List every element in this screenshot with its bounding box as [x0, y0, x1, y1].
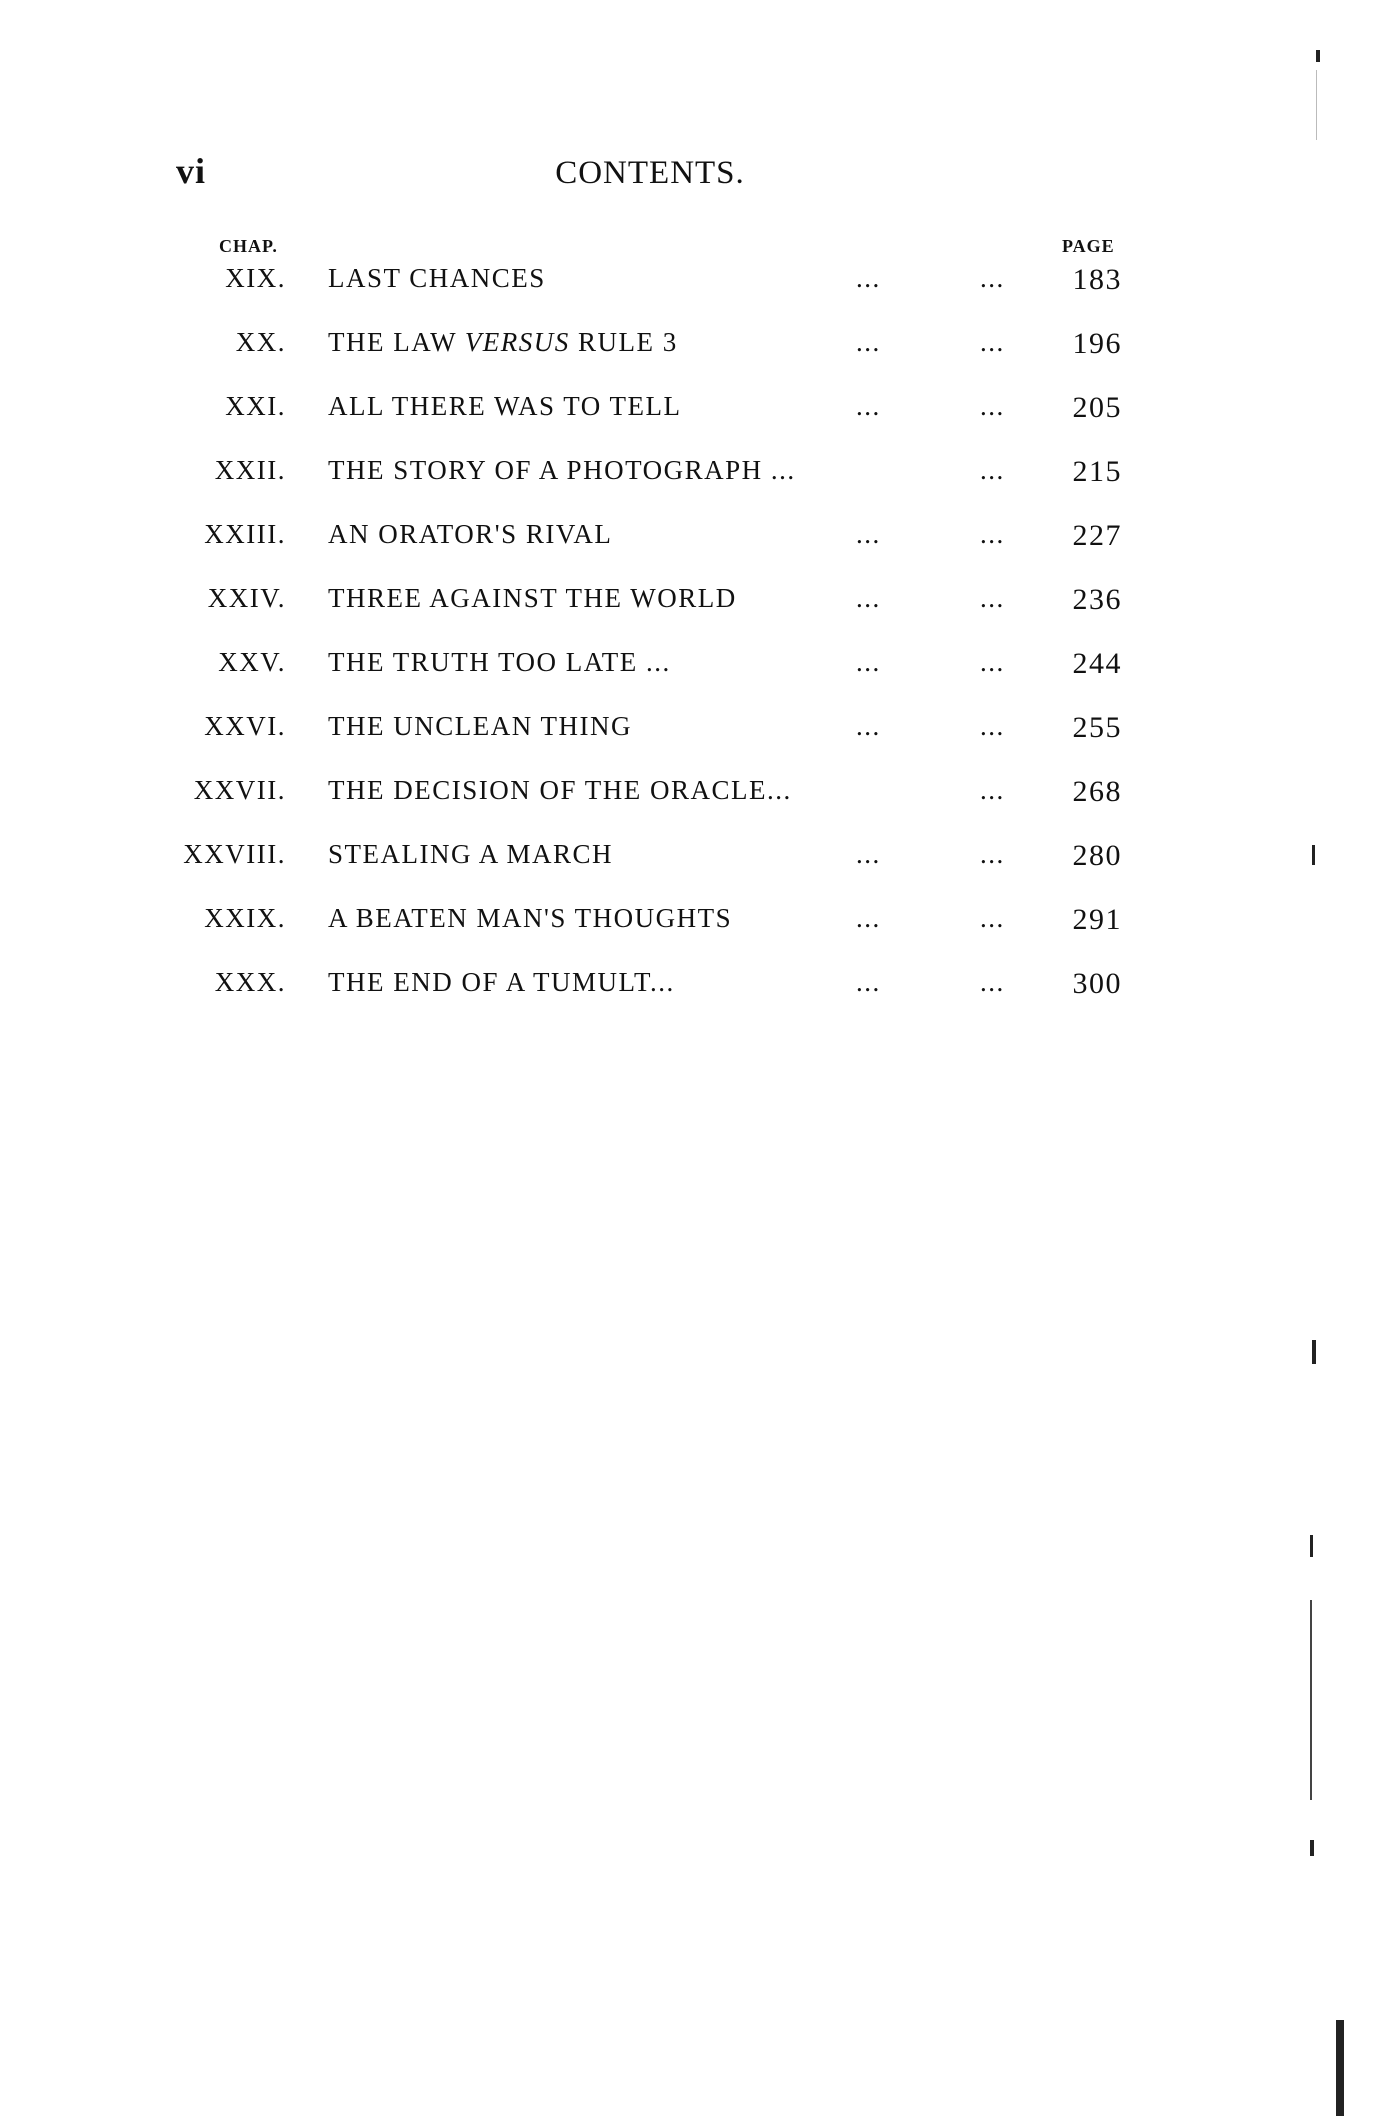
toc-row — [0, 967, 1384, 1031]
chapter-title — [328, 711, 632, 742]
table-of-contents — [0, 263, 1384, 1031]
dot-leader: ... — [856, 711, 881, 741]
chapter-title — [328, 967, 675, 998]
dot-leader: ... — [856, 839, 881, 869]
page-ref: 268 — [1072, 775, 1122, 808]
dot-leader: ... — [980, 327, 1005, 357]
page-ref: 236 — [1072, 583, 1122, 616]
chapter-number: XXV. — [218, 647, 286, 677]
page-ref: 183 — [1072, 263, 1122, 296]
page-ref: 291 — [1072, 903, 1122, 936]
toc-row — [0, 775, 1384, 839]
page-ref: 205 — [1072, 391, 1122, 424]
scan-mark — [1310, 1600, 1312, 1800]
toc-row — [0, 903, 1384, 967]
chapter-title — [328, 327, 678, 358]
chapter-title — [328, 647, 671, 678]
toc-row — [0, 263, 1384, 327]
toc-row — [0, 839, 1384, 903]
chapter-title — [328, 391, 682, 422]
chapter-title-part: THE DECISION OF THE ORACLE... — [328, 775, 792, 805]
scan-mark — [1312, 845, 1315, 865]
dot-leader: ... — [980, 903, 1005, 933]
chapter-title — [328, 519, 612, 550]
page-ref: 244 — [1072, 647, 1122, 680]
chapter-number: XXIX. — [204, 903, 286, 933]
chapter-title-part: LAST CHANCES — [328, 263, 546, 293]
chapter-title — [328, 583, 737, 614]
dot-leader: ... — [856, 967, 881, 997]
dot-leader: ... — [980, 711, 1005, 741]
scan-mark — [1316, 50, 1320, 62]
toc-row — [0, 647, 1384, 711]
dot-leader: ... — [856, 903, 881, 933]
chapter-title-part: THE TRUTH TOO LATE ... — [328, 647, 671, 677]
dot-leader: ... — [980, 839, 1005, 869]
chapter-title-part: AN ORATOR'S RIVAL — [328, 519, 613, 549]
chapter-title-part: THE END OF A TUMULT... — [328, 967, 675, 997]
chapter-title-part: THE STORY OF A PHOTOGRAPH ... — [328, 455, 796, 485]
chapter-number: XXVII. — [193, 775, 286, 805]
chapter-title-part: VERSUS — [464, 327, 570, 357]
chapter-number: XXIII. — [204, 519, 286, 549]
dot-leader: ... — [980, 775, 1005, 805]
dot-leader: ... — [856, 647, 881, 677]
chapter-title-part: ALL THERE WAS TO TELL — [328, 391, 682, 421]
dot-leader: ... — [856, 327, 881, 357]
chapter-title-part: THREE AGAINST THE WORLD — [328, 583, 737, 613]
chapter-column-header: CHAP. — [219, 236, 278, 256]
page-title: CONTENTS. — [555, 155, 745, 191]
chapter-number: XX. — [235, 327, 286, 357]
dot-leader: ... — [980, 519, 1005, 549]
chapter-number: XIX. — [225, 263, 286, 293]
chapter-number: XXII. — [214, 455, 286, 485]
chapter-title-part: THE LAW — [328, 327, 465, 357]
dot-leader: ... — [856, 583, 881, 613]
dot-leader: ... — [856, 519, 881, 549]
chapter-number: XXX. — [214, 967, 286, 997]
page-ref: 196 — [1072, 327, 1122, 360]
dot-leader: ... — [980, 263, 1005, 293]
dot-leader: ... — [980, 967, 1005, 997]
chapter-number: XXIV. — [207, 583, 286, 613]
chapter-number: XXVIII. — [183, 839, 286, 869]
toc-row — [0, 711, 1384, 775]
page-column-header: PAGE — [1062, 236, 1115, 256]
toc-row — [0, 583, 1384, 647]
scan-mark — [1310, 1840, 1314, 1856]
dot-leader: ... — [856, 391, 881, 421]
chapter-title — [328, 263, 546, 294]
page-ref: 215 — [1072, 455, 1122, 488]
dot-leader: ... — [980, 583, 1005, 613]
chapter-title — [328, 903, 732, 934]
page-ref: 255 — [1072, 711, 1122, 744]
chapter-title — [328, 839, 613, 870]
page-ref: 227 — [1072, 519, 1122, 552]
toc-row — [0, 391, 1384, 455]
dot-leader: ... — [980, 455, 1005, 485]
scan-mark — [1336, 2020, 1344, 2116]
chapter-title-part: THE UNCLEAN THING — [328, 711, 632, 741]
chapter-title — [328, 775, 792, 806]
toc-row — [0, 519, 1384, 583]
toc-row — [0, 455, 1384, 519]
scan-mark — [1310, 1535, 1313, 1557]
page-number: vi — [176, 151, 207, 191]
scan-mark — [1316, 70, 1317, 140]
chapter-title — [328, 455, 796, 486]
scan-mark — [1312, 1340, 1316, 1364]
chapter-number: XXI. — [225, 391, 286, 421]
page-ref: 300 — [1072, 967, 1122, 1000]
chapter-number: XXVI. — [204, 711, 286, 741]
dot-leader: ... — [980, 647, 1005, 677]
dot-leader: ... — [856, 263, 881, 293]
chapter-title-part: A BEATEN MAN'S THOUGHTS — [328, 903, 733, 933]
dot-leader: ... — [980, 391, 1005, 421]
toc-row — [0, 327, 1384, 391]
chapter-title-part: RULE 3 — [569, 327, 678, 357]
page-ref: 280 — [1072, 839, 1122, 872]
chapter-title-part: STEALING A MARCH — [328, 839, 614, 869]
